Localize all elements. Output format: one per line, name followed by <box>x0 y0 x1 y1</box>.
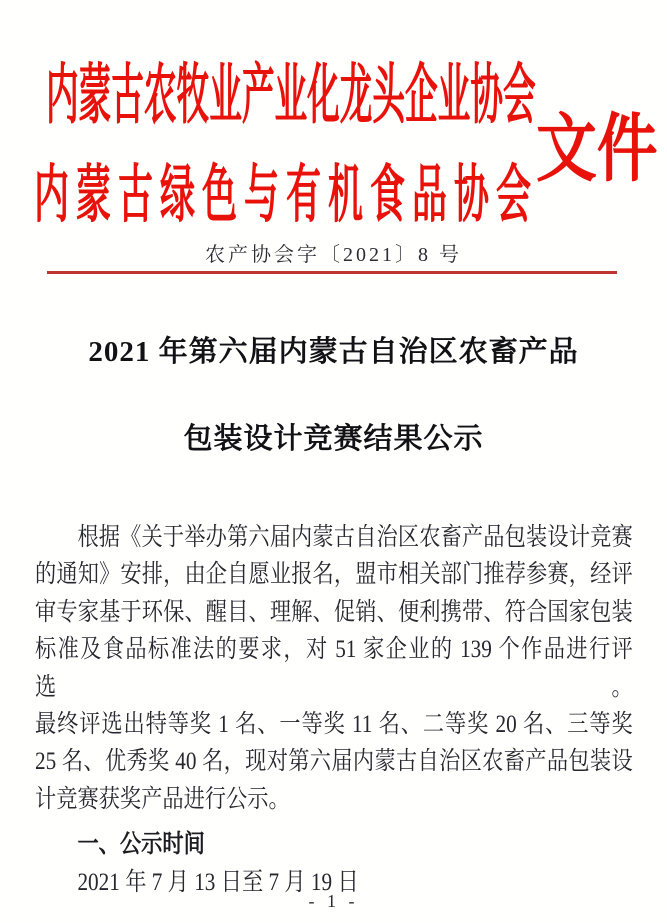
letterhead-org-name-line1: 内蒙古农牧业产业化龙头企业协会 <box>46 61 536 133</box>
body-paragraph-line: 审专家基于环保、醒目、理解、促销、便利携带、符合国家包装 <box>35 598 633 626</box>
body-paragraph-line: 的通知》安排，由企自愿业报名，盟市相关部门推荐参赛，经评 <box>35 561 633 589</box>
body-paragraph-line: 计竞赛获奖产品进行公示。 <box>35 785 290 813</box>
body-paragraph-line: 标准及食品标准法的要求，对 51 家企业的 139 个作品进行评选。 <box>35 636 633 701</box>
document-number: 农产协会字〔2021〕8 号 <box>205 244 462 266</box>
document-body <box>35 519 633 901</box>
section-heading-publicity-period: 一、公示时间 <box>77 831 205 859</box>
page-number: - 1 - <box>308 891 359 911</box>
publicity-period-date: 2021 年 7 月 13 日至 7 月 19 日 <box>77 868 359 896</box>
letterhead-org-name-line2: 内蒙古绿色与有机食品协会 <box>34 160 539 231</box>
document-title-line1: 2021 年第六届内蒙古自治区农畜产品 <box>88 336 579 368</box>
document-title-line2: 包装设计竞赛结果公示 <box>183 423 484 455</box>
body-paragraph-line: 最终评选出特等奖 1 名、一等奖 11 名、二等奖 20 名、三等奖 <box>35 711 633 739</box>
red-divider-line <box>47 271 617 274</box>
body-paragraph-line: 25 名、优秀奖 40 名，现对第六届内蒙古自治区农畜产品包装设 <box>35 748 633 776</box>
body-paragraph-line: 根据《关于举办第六届内蒙古自治区农畜产品包装设计竞赛 <box>77 524 633 551</box>
document-title <box>0 329 667 457</box>
letterhead-doc-type-label: 文件 <box>536 108 658 191</box>
